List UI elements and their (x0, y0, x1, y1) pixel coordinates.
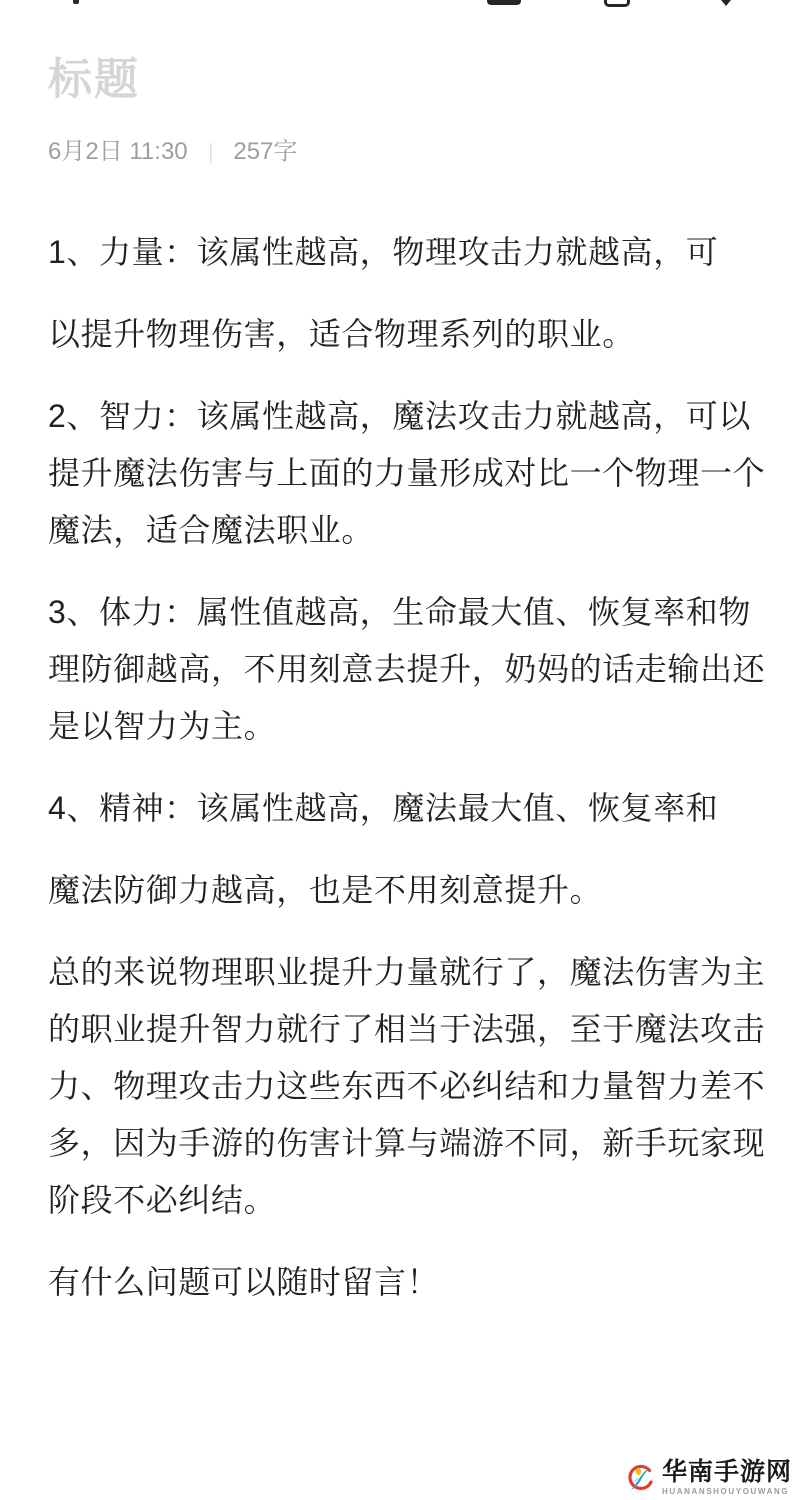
note-line: 魔法，适合魔法职业。 (48, 512, 375, 548)
note-line: 多，因为手游的伤害计算与端游不同，新手玩家现 (48, 1125, 766, 1161)
watermark-latin-text: HUANANSHOUYOUWANG (661, 1486, 790, 1496)
site-watermark (625, 1458, 792, 1496)
toolbar-icon[interactable] (487, 0, 521, 5)
checkmark-icon[interactable] (721, 0, 731, 6)
note-line: 2、智力：该属性越高，魔法攻击力就越高，可以 (48, 398, 751, 434)
note-line: 3、体力：属性值越高，生命最大值、恢复率和物 (48, 594, 751, 630)
note-line: 有什么问题可以随时留言！ (48, 1264, 440, 1300)
note-line: 以提升物理伤害，适合物理系列的职业。 (48, 316, 635, 352)
note-line: 提升魔法伤害与上面的力量形成对比一个物理一个 (48, 455, 766, 491)
note-meta-row (48, 138, 750, 166)
note-line: 阶段不必纠结。 (48, 1182, 277, 1218)
toolbar-outline-icon[interactable] (604, 0, 630, 7)
watermark-logo-icon (625, 1458, 655, 1496)
note-date: 6月2日 11:30 (48, 138, 188, 165)
meta-separator: | (208, 139, 213, 164)
note-title-input[interactable]: 标题 (48, 55, 140, 104)
back-icon[interactable] (73, 0, 79, 4)
note-line: 的职业提升智力就行了相当于法强，至于魔法攻击 (48, 1011, 766, 1047)
note-line: 是以智力为主。 (48, 708, 277, 744)
note-line: 4、精神：该属性越高，魔法最大值、恢复率和 (48, 790, 719, 826)
note-line: 魔法防御力越高，也是不用刻意提升。 (48, 872, 603, 908)
note-word-count: 257字 (233, 138, 298, 165)
note-body-editor[interactable] (48, 234, 766, 1300)
note-line: 总的来说物理职业提升力量就行了，魔法伤害为主 (48, 954, 766, 990)
watermark-brand-text: 华南手游网 (661, 1457, 792, 1486)
note-line: 理防御越高，不用刻意去提升，奶妈的话走输出还 (48, 651, 766, 687)
note-line: 力、物理攻击力这些东西不必纠结和力量智力差不 (48, 1068, 766, 1104)
note-line: 1、力量：该属性越高，物理攻击力就越高，可 (48, 234, 719, 270)
